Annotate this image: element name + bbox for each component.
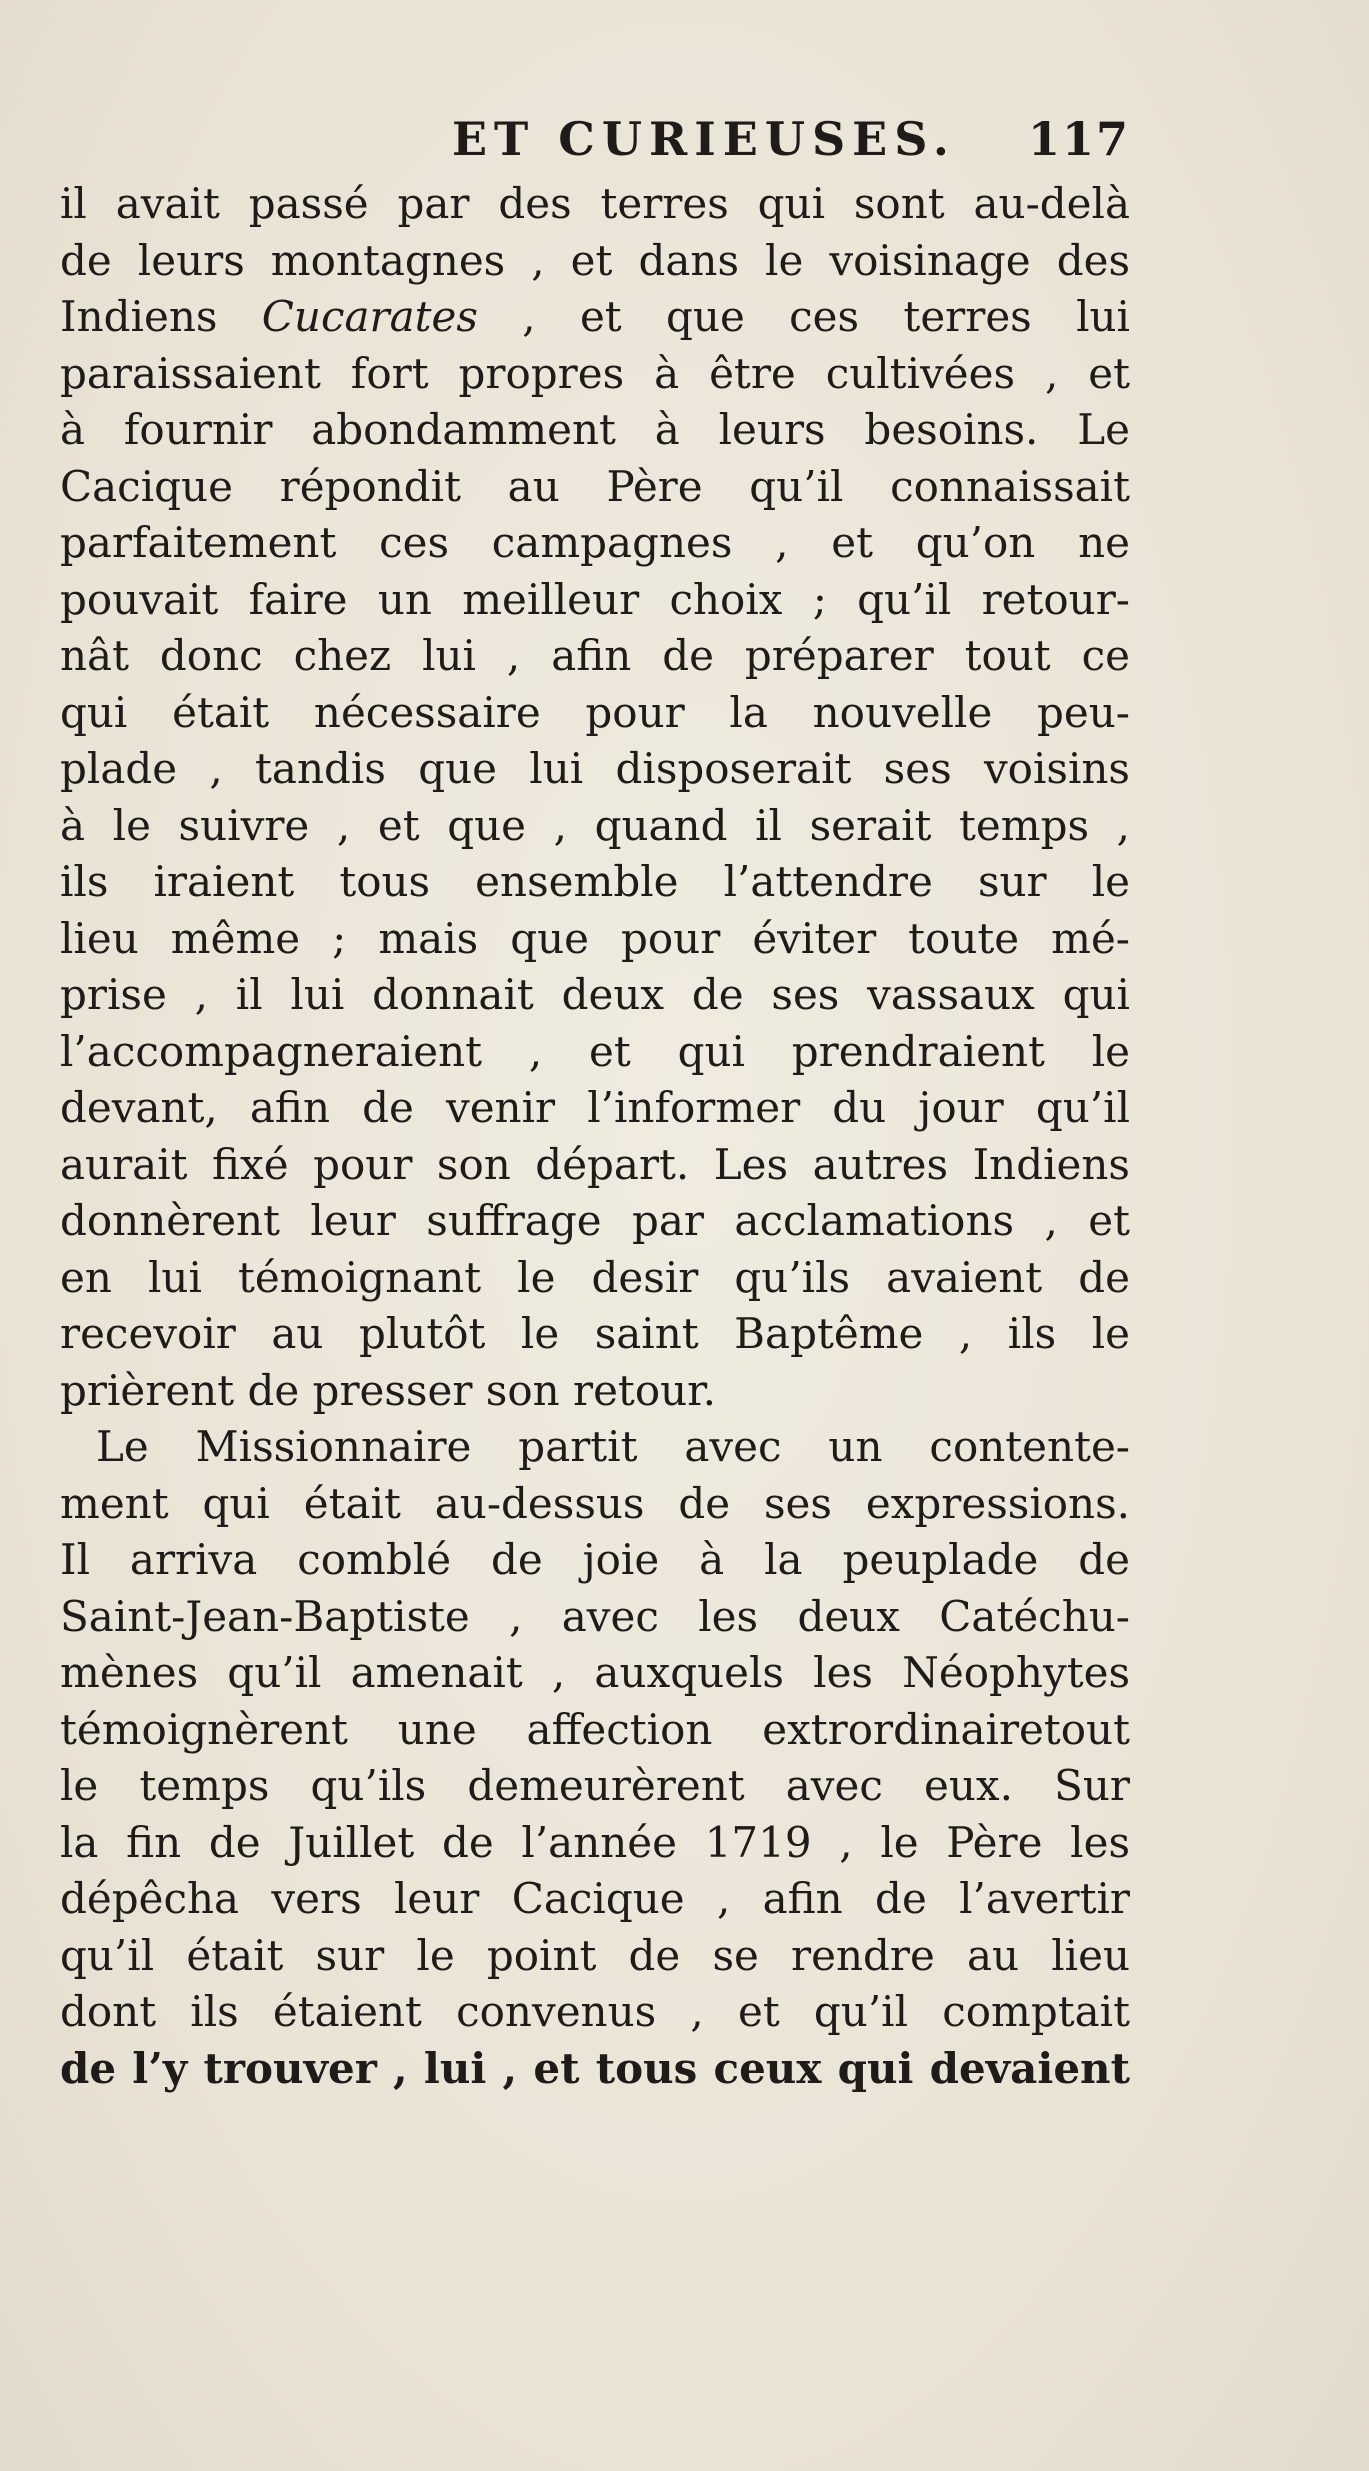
text-line: recevoir au plutôt le saint Baptême , ils le [60, 1309, 1130, 1358]
text-line: devant, afin de venir l’informer du jour qu’il [60, 1083, 1130, 1132]
text-line: mènes qu’il amenait , auxquels les Néophytes [60, 1648, 1130, 1697]
text-line: plade , tandis que lui disposerait ses voisins [60, 744, 1130, 793]
text-line: de l’y trouver , lui , et tous ceux qui devaient [60, 2043, 1130, 2093]
text-run: Indiens [60, 292, 262, 341]
text-line: la fin de Juillet de l’année 1719 , le Père les [60, 1817, 1130, 1867]
running-title: ET CURIEUSES. [452, 112, 956, 166]
text-line: témoignèrent une affection extrordinairetout [60, 1704, 1130, 1754]
text-line: paraissaient fort propres à être cultivées , et [60, 348, 1130, 398]
text-line: l’accompagneraient , et qui prendraient le [60, 1026, 1130, 1076]
text-line: ils iraient tous ensemble l’attendre sur le [60, 857, 1130, 906]
text-line: qui était nécessaire pour la nouvelle peu- [60, 687, 1130, 737]
text-line: le temps qu’ils demeurèrent avec eux. Sur [60, 1761, 1130, 1810]
text-line: parfaitement ces campagnes , et qu’on ne [60, 518, 1130, 567]
body-text [60, 176, 1130, 2097]
text-line: Saint-Jean-Baptiste , avec les deux Catéchu- [60, 1591, 1130, 1641]
text-line: à fournir abondamment à leurs besoins. Le [60, 405, 1130, 454]
text-line: il avait passé par des terres qui sont au-delà [60, 179, 1130, 228]
text-line [60, 289, 1130, 346]
text-line: donnèrent leur suffrage par acclamations , et [60, 1196, 1130, 1245]
text-line: qu’il était sur le point de se rendre au lieu [60, 1930, 1130, 1980]
paragraph-start-line: Le Missionnaire partit avec un contente- [96, 1422, 1130, 1471]
text-line: pouvait faire un meilleur choix ; qu’il retour- [60, 574, 1130, 624]
text-line: dépêcha vers leur Cacique , afin de l’avertir [60, 1874, 1130, 1923]
text-line: lieu même ; mais que pour éviter toute mé- [60, 913, 1130, 963]
text-line: prise , il lui donnait deux de ses vassaux qui [60, 970, 1130, 1019]
text-line: de leurs montagnes , et dans le voisinage des [60, 235, 1130, 285]
text-line: en lui témoignant le desir qu’ils avaient de [60, 1252, 1130, 1302]
text-line: Il arriva comblé de joie à la peuplade de [60, 1535, 1130, 1584]
text-line: Cacique répondit au Père qu’il connaissait [60, 461, 1130, 511]
text-line: aurait fixé pour son départ. Les autres Indiens [60, 1139, 1130, 1189]
paragraph-end-line: prièrent de presser son retour. [60, 1365, 716, 1415]
text-line: dont ils étaient convenus , et qu’il comptait [60, 1987, 1130, 2036]
text-run: , et que ces terres lui [477, 292, 1130, 341]
text-line: ment qui était au-dessus de ses expressions. [60, 1478, 1130, 1528]
running-head [60, 112, 1130, 172]
text-line: à le suivre , et que , quand il serait temps , [60, 800, 1130, 850]
page-number: 117 [1027, 112, 1130, 166]
italic-term: Cucarates [261, 292, 478, 341]
text-line: nât donc chez lui , afin de préparer tout ce [60, 631, 1130, 680]
